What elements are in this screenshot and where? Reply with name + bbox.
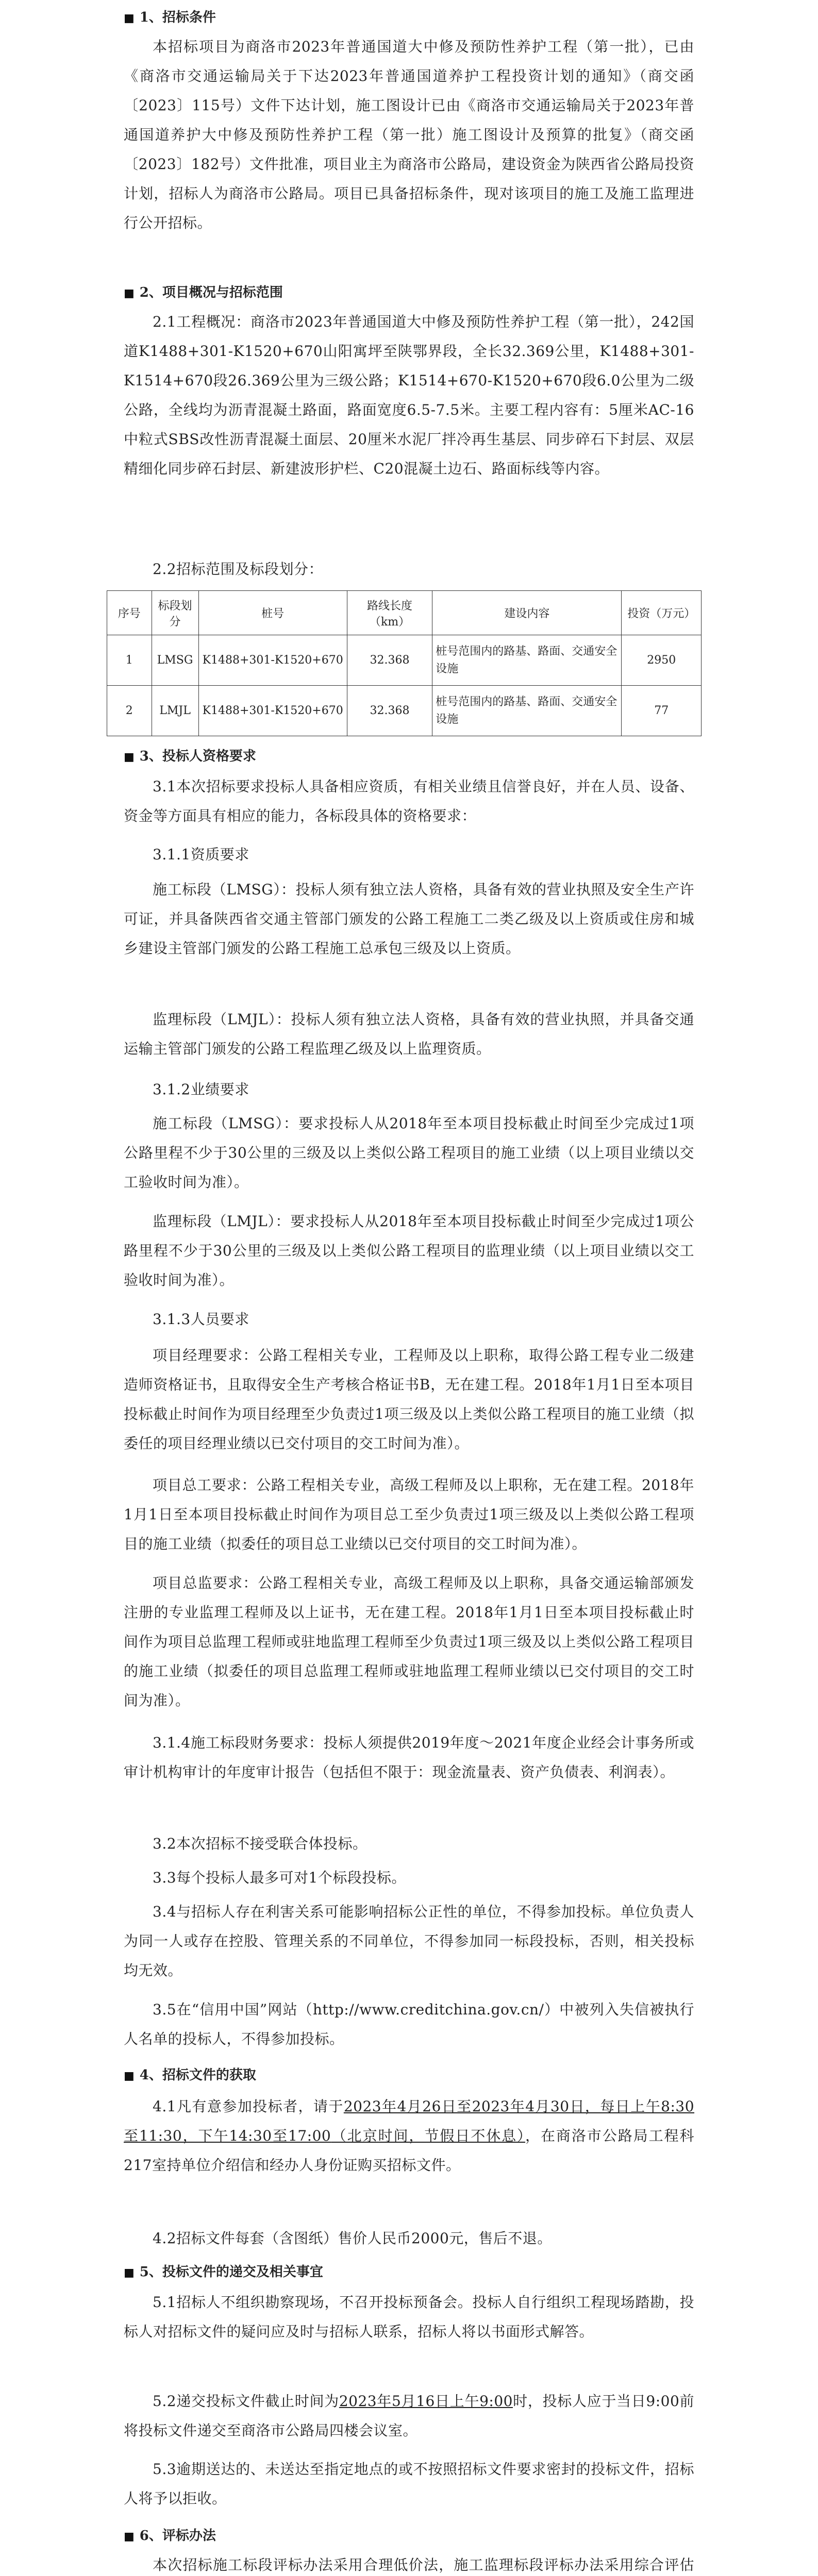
table-cell: 2950 (622, 635, 702, 686)
table-cell: K1488+301-K1520+670 (198, 686, 347, 736)
table-cell: K1488+301-K1520+670 (198, 635, 347, 686)
section-heading-4 (124, 2065, 694, 2086)
square-bullet-icon: ■ (124, 11, 135, 25)
paragraph: 3.2本次招标不接受联合体投标。 (153, 1835, 368, 1852)
paragraph: 3.1.2业绩要求 (153, 1081, 249, 1098)
paragraph: 施工标段（LMSG）：投标人须有独立法人资格，具备有效的营业执照及安全生产许可证，并具备陕西省交通主管部门颁发的公路工程施工二类乙级及以上资质或住房和城乡建设主管部门颁发的公路工程施工总承包三级及以上资质。 (124, 881, 694, 957)
section-heading-2 (124, 282, 694, 303)
table-row (107, 635, 702, 686)
table-cell: 77 (622, 686, 702, 736)
purchase-time-range: 2023年4月26日至2023年4月30日，每日上午8:30至11:30，下午14:30至17:00 (124, 2098, 695, 2144)
square-bullet-icon: ■ (124, 2530, 135, 2543)
table-cell: LMJL (152, 686, 198, 736)
paragraph: 3.1.4施工标段财务要求：投标人须提供2019年度～2021年度企业经会计事务所或审计机构审计的年度审计报告（包括但不限于：现金流量表、资产负债表、利润表）。 (124, 1734, 694, 1781)
deadline-time: 2023年5月16日上午9:00 (339, 2393, 513, 2410)
table-cell: LMSG (152, 635, 198, 686)
paragraph: 2.2招标范围及标段划分： (153, 561, 324, 578)
text: 4.1凡有意参加投标者，请于 (153, 2098, 344, 2115)
paragraph: 项目经理要求：公路工程相关专业，工程师及以上职称，取得公路工程专业二级建造师资格证书，且取得安全生产考核合格证书B，无在建工程。2018年1月1日至本项目投标截止时间作为项目经理至少负责过1项三级及以上类似公路工程项目的施工业绩（拟委任的项目经理业绩以已交付项目的交工时间为准）。 (124, 1347, 694, 1452)
section-title: 3、投标人资格要求 (139, 749, 256, 764)
paragraph: 监理标段（LMJL）：要求投标人从2018年至本项目投标截止时间至少完成过1项公路里程不少于30公里的三级及以上类似公路工程项目的监理业绩（以上项目业绩以交工验收时间为准）。 (124, 1213, 694, 1289)
text: 5.2递交投标文件截止时间为 (153, 2393, 339, 2410)
paragraph: 2.1工程概况：商洛市2023年普通国道大中修及预防性养护工程（第一批），242国道K1488+301-K1520+670山阳寓坪至陕鄂界段，全长32.369公里，K1488+301-K1514+670段26.369公里为三级公路；K1514+670-K1520+670段6.0公里为二级公路，全线均为沥青混凝土路面，路面宽度6.5-7.5米。主要工程内容有：5厘米AC-16中粒式SBS改性沥青混凝土面层、20厘米水泥厂拌冷再生基层、同步碎石下封层、双层精细化同步碎石封层、新建波形护栏、C20混凝土边石、路面标线等内容。 (124, 313, 694, 477)
paragraph: 本招标项目为商洛市2023年普通国道大中修及预防性养护工程（第一批），已由《商洛市交通运输局关于下达2023年普通国道养护工程投资计划的通知》（商交函〔2023〕115号）文件下达计划，施工图设计已由《商洛市交通运输局关于2023年普通国道养护大中修及预防性养护工程（第一批）施工图设计及预算的批复》（商交函〔2023〕182号）文件批准，项目业主为商洛市公路局，建设资金为陕西省公路局投资计划，招标人为商洛市公路局。项目已具备招标条件，现对该项目的施工及施工监理进行公开招标。 (124, 38, 694, 231)
table-header: 投资（万元） (622, 591, 702, 635)
section-heading-3 (124, 746, 694, 767)
paragraph: 5.1招标人不组织勘察现场，不召开投标预备会。投标人自行组织工程现场踏勘，投标人对招标文件的疑问应及时与招标人联系，招标人将以书面形式解答。 (124, 2294, 694, 2340)
table-header-row (107, 591, 702, 635)
table-cell: 桩号范围内的路基、路面、交通安全设施 (432, 635, 622, 686)
section-title: 2、项目概况与招标范围 (139, 285, 283, 300)
paragraph: 本次招标施工标段评标办法采用合理低价法，施工监理标段评标办法采用综合评估 (153, 2556, 694, 2573)
paragraph: 3.1.1资质要求 (153, 846, 249, 863)
table-cell: 1 (107, 635, 152, 686)
section-heading-1 (124, 7, 694, 28)
table-header: 建设内容 (432, 591, 622, 635)
square-bullet-icon: ■ (124, 750, 135, 764)
section-title: 5、投标文件的递交及相关事宜 (139, 2264, 323, 2280)
section-heading-6 (124, 2526, 694, 2547)
paragraph: 3.4与招标人存在利害关系可能影响招标公正性的单位，不得参加投标。单位负责人为同一人或存在控股、管理关系的不同单位，不得参加同一标段投标，否则，相关投标均无效。 (124, 1903, 694, 1979)
table-cell: 2 (107, 686, 152, 736)
paragraph: 监理标段（LMJL）：投标人须有独立法人资格，具备有效的营业执照，并具备交通运输主管部门颁发的公路工程监理乙级及以上监理资质。 (124, 1011, 694, 1057)
paragraph: 3.1本次招标要求投标人具备相应资质，有相关业绩且信誉良好，并在人员、设备、资金等方面具有相应的能力，各标段具体的资格要求： (124, 778, 694, 824)
paragraph-deadline (124, 2386, 694, 2445)
square-bullet-icon: ■ (124, 2069, 135, 2082)
paragraph: 施工标段（LMSG）：要求投标人从2018年至本项目投标截止时间至少完成过1项公路里程不少于30公里的三级及以上类似公路工程项目的施工业绩（以上项目业绩以交工验收时间为准）。 (124, 1115, 694, 1191)
table-row (107, 686, 702, 736)
paragraph: 项目总监要求：公路工程相关专业，高级工程师及以上职称，具备交通运输部颁发注册的专业监理工程师及以上证书，无在建工程。2018年1月1日至本项目投标截止时间作为项目总监理工程师或驻地监理工程师至少负责过1项三级及以上类似公路工程项目的施工业绩（拟委任的项目总监理工程师或驻地监理工程师业绩以已交付项目的交工时间为准）。 (124, 1574, 694, 1709)
paragraph: 项目总工要求：公路工程相关专业，高级工程师及以上职称，无在建工程。2018年1月1日至本项目投标截止时间作为项目总工至少负责过1项三级及以上类似公路工程项目的施工业绩（拟委任的项目总工业绩以已交付项目的交工时间为准）。 (124, 1477, 694, 1552)
section-title: 1、招标条件 (139, 10, 216, 25)
section-heading-5 (124, 2262, 694, 2283)
table-header: 桩号 (198, 591, 347, 635)
square-bullet-icon: ■ (124, 2266, 135, 2279)
paragraph: 3.1.3人员要求 (153, 1311, 249, 1328)
table-header: 标段划分 (152, 591, 198, 635)
paragraph-purchase-time (124, 2092, 694, 2180)
section-title: 4、招标文件的获取 (139, 2067, 256, 2083)
table-header: 路线长度（km） (347, 591, 432, 635)
table-cell: 桩号范围内的路基、路面、交通安全设施 (432, 686, 622, 736)
table-cell: 32.368 (347, 686, 432, 736)
paragraph: 3.3每个投标人最多可对1个标段投标。 (153, 1869, 406, 1886)
text: 时，投标人应于当日9:00前将投标文件递交至商洛市公路局四楼会议室。 (124, 2393, 694, 2439)
text: ，在商洛市公路局工程科217室持单位介绍信和经办人身份证购买招标文件。 (124, 2127, 694, 2174)
paragraph: 5.3逾期送达的、未送达至指定地点的或不按照招标文件要求密封的投标文件，招标人将予以拒收。 (124, 2461, 694, 2507)
section-title: 6、评标办法 (139, 2528, 216, 2544)
table-cell: 32.368 (347, 635, 432, 686)
paragraph: 3.5在“信用中国”网站（http://www.creditchina.gov.cn/）中被列入失信被执行人名单的投标人，不得参加投标。 (124, 2001, 694, 2047)
square-bullet-icon: ■ (124, 286, 135, 300)
purchase-time-note: （北京时间，节假日不休息） (331, 2127, 525, 2144)
paragraph: 4.2招标文件每套（含图纸）售价人民币2000元，售后不退。 (153, 2230, 552, 2247)
table-header: 序号 (107, 591, 152, 635)
bid-sections-table (107, 590, 702, 736)
